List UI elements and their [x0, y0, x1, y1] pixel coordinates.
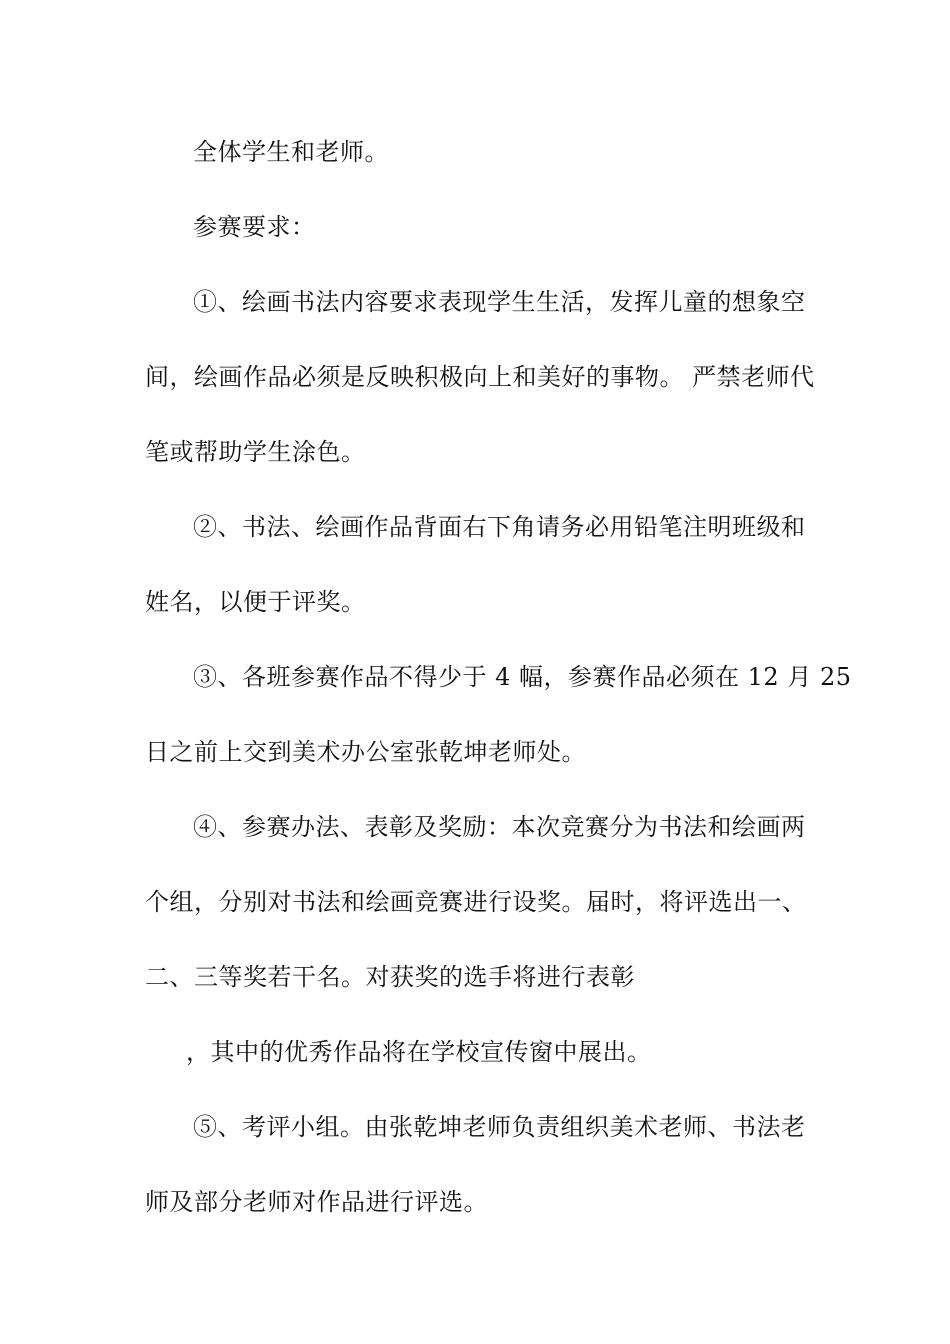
- text-line-req1-part1: ①、绘画书法内容要求表现学生生活，发挥儿童的想象空: [193, 288, 806, 316]
- text-line-req4-part2: 个组，分别对书法和绘画竞赛进行设奖。届时，将评选出一、: [145, 888, 807, 916]
- text-line-req2-part2: 姓名，以便于评奖。: [145, 588, 366, 616]
- text-line-req4-part4: ，其中的优秀作品将在学校宣传窗中展出。: [186, 1038, 652, 1066]
- text-line-req4-part3: 二、三等奖若干名。对获奖的选手将进行表彰: [145, 963, 635, 991]
- text-line-req1-part2: 间，绘画作品必须是反映积极向上和美好的事物。 严禁老师代: [145, 363, 815, 391]
- text-line-req4-part1: ④、参赛办法、表彰及奖励：本次竞赛分为书法和绘画两: [193, 813, 806, 841]
- text-line-req1-part3: 笔或帮助学生涂色。: [145, 438, 366, 466]
- text-line-req5-part2: 师及部分老师对作品进行评选。: [145, 1188, 488, 1216]
- text-line-req3-part2: 日之前上交到美术办公室张乾坤老师处。: [145, 738, 586, 766]
- text-line-req5-part1: ⑤、考评小组。由张乾坤老师负责组织美术老师、书法老: [193, 1113, 806, 1141]
- text-line-participants: 全体学生和老师。: [193, 138, 389, 166]
- text-line-requirements-heading: 参赛要求：: [193, 213, 316, 241]
- text-line-req3-part1: ③、各班参赛作品不得少于 4 幅，参赛作品必须在 12 月 25: [193, 663, 852, 691]
- text-line-req2-part1: ②、书法、绘画作品背面右下角请务必用铅笔注明班级和: [193, 513, 806, 541]
